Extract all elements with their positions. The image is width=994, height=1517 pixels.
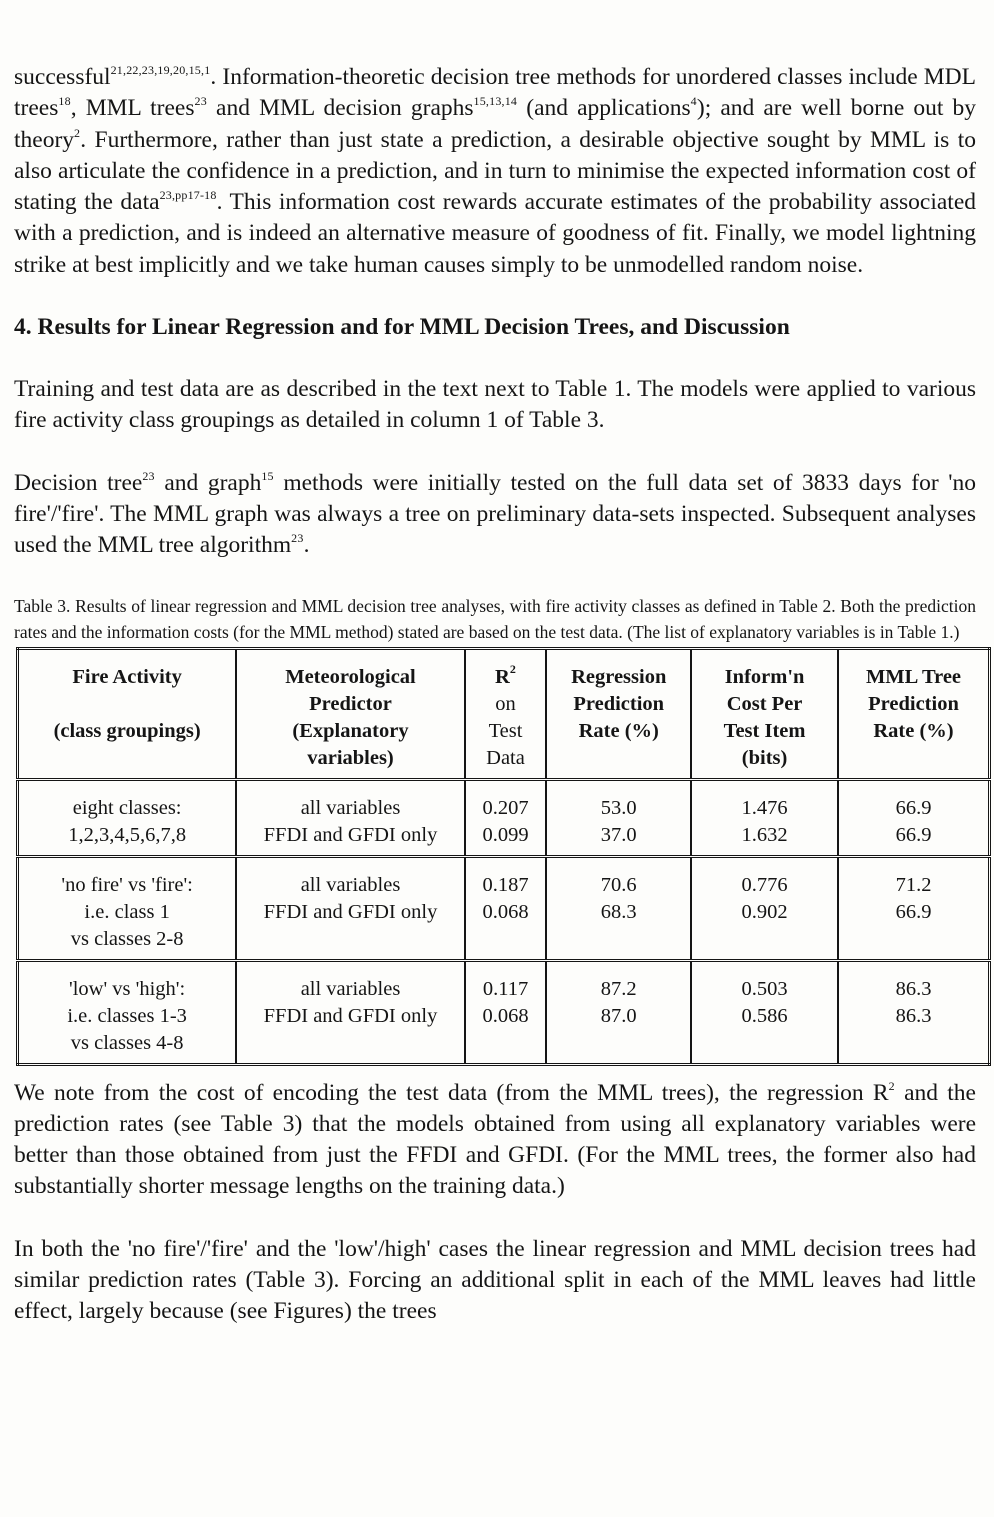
cell-text: FFDI and GFDI only [263, 823, 438, 846]
cell-text: 0.099 [482, 823, 529, 846]
header-mml-rate [838, 648, 990, 779]
citation: 23,pp17-18 [159, 188, 217, 203]
cell-predictor [236, 960, 464, 1064]
header-r2-label [470, 661, 542, 691]
text: and MML decision graphs [206, 95, 474, 122]
table-row [18, 856, 990, 960]
header-text: Regression [571, 665, 667, 688]
cell-text: 37.0 [600, 823, 637, 846]
cell-regression-rate [546, 779, 691, 856]
citation: 18 [58, 94, 71, 109]
cell-text: eight classes: [72, 796, 182, 819]
cell-regression-rate [546, 856, 691, 960]
table-header-row [18, 648, 990, 779]
header-regression-rate [546, 648, 691, 779]
header-text: Fire Activity [72, 665, 182, 688]
superscript: 2 [509, 661, 517, 676]
text: . Information-theoretic decision tree methods for unordered classes include MDL trees [14, 64, 976, 122]
cell-regression-rate [546, 960, 691, 1064]
table-caption: Table 3. Results of linear regression and MML decision tree analyses, with fire activity classes as defined in Table 2. Both the prediction rates and the information costs (for the MML method) stated are based on the test data. (The list of explanatory variables is in Table 1.) [14, 595, 976, 643]
cell-text: vs classes 4-8 [70, 1031, 184, 1054]
header-text: (Explanatory [292, 719, 409, 742]
header-spacer [23, 691, 231, 718]
header-text: R [495, 665, 510, 688]
header-text: (class groupings) [53, 719, 201, 742]
results-table [16, 647, 991, 1066]
paragraph-comparison [14, 1078, 976, 1203]
cell-text: 0.776 [741, 873, 788, 896]
header-fire-activity [18, 648, 237, 779]
cell-text: vs classes 2-8 [70, 927, 184, 950]
header-text: Test Item [723, 719, 806, 742]
header-predictor [236, 648, 464, 779]
text: successful [14, 64, 111, 90]
header-text: Rate (%) [578, 719, 659, 742]
cell-text: all variables [300, 873, 401, 896]
cell-text: FFDI and GFDI only [263, 1004, 438, 1027]
paragraph-both-cases: In both the 'no fire'/'fire' and the 'low'/high' cases the linear regression and MML decision trees had similar prediction rates (Table 3). Forcing an additional split in each of the MML leaves had little effect, largely because (see Figures) the trees [14, 1235, 976, 1325]
text: Decision tree [14, 469, 143, 496]
cell-text: 71.2 [895, 873, 932, 896]
cell-predictor [236, 779, 464, 856]
cell-class-grouping [18, 856, 237, 960]
cell-text: 0.187 [482, 873, 529, 896]
cell-text: 66.9 [895, 796, 932, 819]
header-text: Test [488, 719, 523, 742]
text: . Furthermore, rather than just state a prediction, a desirable objective sought by MML is to also articulate the confidence in a prediction, and in turn to minimise the expected information cost of stating the data [14, 126, 976, 216]
cell-r2 [465, 779, 547, 856]
page [14, 62, 976, 1359]
header-text: Data [486, 746, 525, 769]
text: . [303, 532, 310, 559]
citation: 23 [194, 94, 207, 109]
cell-text: 53.0 [600, 796, 637, 819]
section-heading: 4. Results for Linear Regression and for MML Decision Trees, and Discussion [14, 314, 790, 341]
cell-r2 [465, 856, 547, 960]
cell-text: 70.6 [600, 873, 637, 896]
citation: 2 [74, 125, 81, 140]
header-text: Meteorological [285, 665, 416, 688]
cell-text: i.e. classes 1-3 [67, 1004, 187, 1027]
cell-text: 0.207 [482, 796, 529, 819]
citation: 23 [142, 468, 155, 483]
cell-text: i.e. class 1 [84, 900, 170, 923]
cell-text: 1.476 [741, 796, 788, 819]
cell-text: 1,2,3,4,5,6,7,8 [68, 823, 187, 846]
superscript: 2 [888, 1078, 895, 1093]
text: and the prediction rates (see Table 3) that the models obtained from using all explanatory variables were better than those obtained from just the FFDI and GFDI. (For the MML trees, the former also had substantially shorter message lengths on the training data.) [14, 1079, 976, 1200]
cell-text: FFDI and GFDI only [263, 900, 438, 923]
header-text: (bits) [741, 746, 788, 769]
cell-info-cost [691, 960, 838, 1064]
text: methods were initially tested on the full data set of 3833 days for 'no fire'/'fire'. The MML graph was always a tree on preliminary data-sets inspected. Subsequent analyses used the MML tree algorithm [14, 469, 976, 559]
table-row [18, 960, 990, 1064]
text: (and applications [517, 95, 691, 122]
cell-text: 1.632 [741, 823, 788, 846]
cell-info-cost [691, 779, 838, 856]
cell-text: 0.068 [482, 900, 529, 923]
header-text: Predictor [309, 692, 392, 715]
cell-text: 66.9 [895, 823, 932, 846]
text: . This information cost rewards accurate estimates of the probability associated with a prediction, and is indeed an alternative measure of goodness of fit. Finally, we model lightning strike at best implicitly and we take human causes simply to be unmodelled random noise. [14, 189, 976, 278]
citation: 21,22,23,19,20,15,1 [110, 63, 211, 77]
header-text: Prediction [573, 692, 665, 715]
cell-class-grouping [18, 960, 237, 1064]
header-text: Rate (%) [873, 719, 954, 742]
cell-text: 68.3 [600, 900, 637, 923]
cell-predictor [236, 856, 464, 960]
cell-mml-rate [838, 856, 990, 960]
header-text: Inform'n [724, 665, 805, 688]
cell-text: 0.503 [741, 977, 788, 1000]
cell-text: 0.068 [482, 1004, 529, 1027]
cell-text: 86.3 [895, 1004, 932, 1027]
text: , MML trees [70, 95, 195, 122]
header-r2 [465, 648, 547, 779]
cell-text: 0.117 [482, 977, 529, 1000]
text: ); and are well borne out by theory [14, 95, 976, 153]
cell-text: 'no fire' vs 'fire': [61, 873, 193, 896]
header-text: on [495, 692, 516, 715]
citation: 23 [291, 531, 304, 546]
paragraph-methods [14, 62, 976, 281]
cell-info-cost [691, 856, 838, 960]
text: and graph [154, 469, 262, 496]
cell-text: 87.0 [600, 1004, 637, 1027]
cell-mml-rate [838, 779, 990, 856]
cell-text: all variables [300, 977, 401, 1000]
cell-text: 'low' vs 'high': [69, 977, 186, 1000]
citation: 15,13,14 [473, 94, 518, 109]
citation: 4 [690, 94, 697, 109]
text: We note from the cost of encoding the test data (from the MML trees), the regression R [14, 1079, 889, 1106]
cell-class-grouping [18, 779, 237, 856]
citation: 15 [261, 468, 274, 483]
cell-text: 0.586 [741, 1004, 788, 1027]
cell-text: 0.902 [741, 900, 788, 923]
header-text: MML Tree [865, 665, 962, 688]
table-row [18, 779, 990, 856]
cell-text: 87.2 [600, 977, 637, 1000]
cell-text: 86.3 [895, 977, 932, 1000]
header-text: Cost Per [726, 692, 803, 715]
cell-r2 [465, 960, 547, 1064]
header-text: variables) [307, 746, 394, 769]
cell-mml-rate [838, 960, 990, 1064]
cell-text: 66.9 [895, 900, 932, 923]
paragraph-decision-tree [14, 468, 976, 562]
paragraph-training: Training and test data are as described in the text next to Table 1. The models were applied to various fire activity class groupings as detailed in column 1 of Table 3. [14, 376, 976, 434]
cell-text: all variables [300, 796, 401, 819]
header-text: Prediction [868, 692, 959, 715]
header-info-cost [691, 648, 838, 779]
